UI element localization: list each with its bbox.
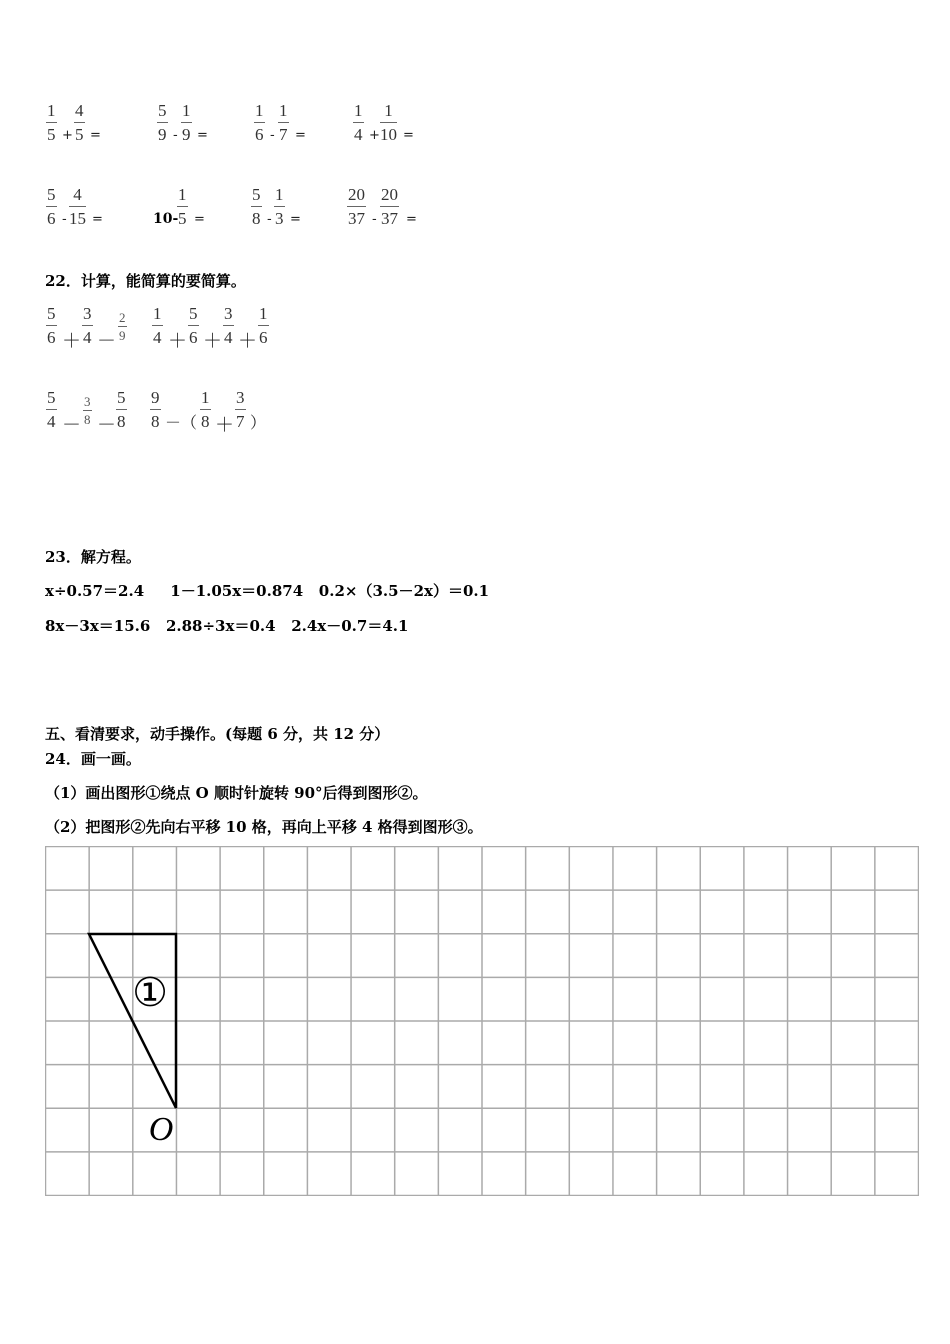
operator: － (62, 414, 82, 436)
numerator: 5 (47, 388, 56, 407)
equation-line-2: 8x－3x＝15.6 2.88÷3x＝0.4 2.4x－0.7＝4.1 (45, 617, 409, 635)
numerator: 4 (73, 185, 82, 204)
operator: + (62, 128, 73, 143)
numerator: 9 (151, 388, 160, 407)
fraction (46, 304, 57, 348)
denominator: 37 (348, 209, 365, 228)
fraction (46, 101, 57, 145)
operator: - (372, 212, 377, 227)
shape-label-circled-one: ① (132, 970, 168, 1016)
operator: + (369, 128, 380, 143)
numerator: 1 (153, 304, 162, 323)
denominator: 37 (381, 209, 398, 228)
denominator: 8 (151, 412, 160, 431)
fraction (200, 388, 211, 432)
operator: - (173, 128, 178, 143)
numerator: 3 (224, 304, 233, 323)
denominator: 6 (47, 209, 56, 228)
denominator: 8 (252, 209, 261, 228)
operator: －（ (165, 413, 198, 432)
fraction (74, 101, 85, 145)
denominator: 9 (158, 125, 167, 144)
denominator: 8 (84, 412, 91, 427)
whole-number-term: 10- (153, 211, 179, 227)
numerator: 1 (279, 101, 288, 120)
close-paren: ） (250, 413, 267, 432)
numerator: 1 (182, 101, 191, 120)
operator: ＋ (203, 330, 223, 352)
drawing-grid (45, 846, 919, 1196)
fraction (82, 304, 93, 348)
denominator: 8 (117, 412, 126, 431)
numerator: 1 (47, 101, 56, 120)
numerator: 1 (275, 185, 284, 204)
denominator: 4 (153, 328, 162, 347)
operator: － (97, 414, 117, 436)
fraction (116, 388, 127, 432)
numerator: 1 (259, 304, 268, 323)
denominator: 9 (119, 328, 126, 343)
denominator: 4 (47, 412, 56, 431)
fraction (380, 101, 397, 145)
fraction (150, 388, 161, 432)
numerator: 2 (119, 310, 126, 325)
fraction (152, 304, 163, 348)
fraction (118, 311, 127, 343)
operator: - (267, 212, 272, 227)
operator: ＋ (215, 414, 235, 436)
numerator: 5 (189, 304, 198, 323)
denominator: 15 (69, 209, 86, 228)
rotation-point-label: O (148, 1111, 174, 1148)
fraction (254, 101, 265, 145)
fraction (353, 101, 364, 145)
numerator: 20 (381, 185, 398, 204)
numerator: 5 (47, 185, 56, 204)
denominator: 4 (83, 328, 92, 347)
denominator: 7 (279, 125, 288, 144)
fraction (157, 101, 168, 145)
denominator: 3 (275, 209, 284, 228)
instruction-step-2: （2）把图形②先向右平移 10 格，再向上平移 4 格得到图形③。 (45, 818, 483, 836)
fraction (274, 185, 285, 229)
numerator: 1 (201, 388, 210, 407)
numerator: 4 (75, 101, 84, 120)
equals-sign: = (290, 212, 301, 227)
fraction (380, 185, 399, 229)
operator: ＋ (168, 330, 188, 352)
fraction (278, 101, 289, 145)
operator: - (62, 212, 67, 227)
operator: ＋ (62, 330, 82, 352)
equals-sign: = (194, 212, 205, 227)
operator: ＋ (238, 330, 258, 352)
equals-sign: = (92, 212, 103, 227)
numerator: 1 (255, 101, 264, 120)
fraction (69, 185, 86, 229)
equals-sign: = (406, 212, 417, 227)
numerator: 5 (47, 304, 56, 323)
grid-svg (45, 846, 919, 1196)
fraction (251, 185, 262, 229)
numerator: 3 (83, 304, 92, 323)
fraction (177, 185, 188, 229)
numerator: 1 (354, 101, 363, 120)
numerator: 1 (178, 185, 187, 204)
denominator: 6 (47, 328, 56, 347)
numerator: 5 (158, 101, 167, 120)
fraction (46, 388, 57, 432)
denominator: 10 (380, 125, 397, 144)
equation-line-1: x÷0.57＝2.4 1－1.05x＝0.874 0.2×（3.5－2x）＝0.1 (45, 582, 490, 600)
numerator: 5 (252, 185, 261, 204)
fraction (347, 185, 366, 229)
denominator: 8 (201, 412, 210, 431)
instruction-step-1: （1）画出图形①绕点 O 顺时针旋转 90°后得到图形②。 (45, 784, 428, 802)
denominator: 6 (189, 328, 198, 347)
question-23-title: 23．解方程。 (45, 548, 141, 566)
denominator: 7 (236, 412, 245, 431)
equals-sign: = (197, 128, 208, 143)
numerator: 1 (384, 101, 393, 120)
numerator: 3 (84, 394, 91, 409)
denominator: 6 (259, 328, 268, 347)
equals-sign: = (403, 128, 414, 143)
numerator: 3 (236, 388, 245, 407)
fraction (188, 304, 199, 348)
equals-sign: = (295, 128, 306, 143)
denominator: 5 (178, 209, 187, 228)
question-24-title: 24．画一画。 (45, 750, 141, 768)
fraction (223, 304, 234, 348)
denominator: 5 (75, 125, 84, 144)
denominator: 4 (224, 328, 233, 347)
numerator: 5 (117, 388, 126, 407)
equals-sign: = (90, 128, 101, 143)
denominator: 6 (255, 125, 264, 144)
operator: - (270, 128, 275, 143)
fraction (46, 185, 57, 229)
section-5-title: 五、看清要求，动手操作。(每题 6 分，共 12 分） (45, 725, 390, 743)
fraction (258, 304, 269, 348)
question-22-title: 22．计算，能简算的要简算。 (45, 272, 246, 290)
fraction (83, 395, 92, 427)
denominator: 9 (182, 125, 191, 144)
numerator: 20 (348, 185, 365, 204)
fraction (235, 388, 246, 432)
denominator: 5 (47, 125, 56, 144)
fraction (181, 101, 192, 145)
operator: － (97, 330, 117, 352)
denominator: 4 (354, 125, 363, 144)
